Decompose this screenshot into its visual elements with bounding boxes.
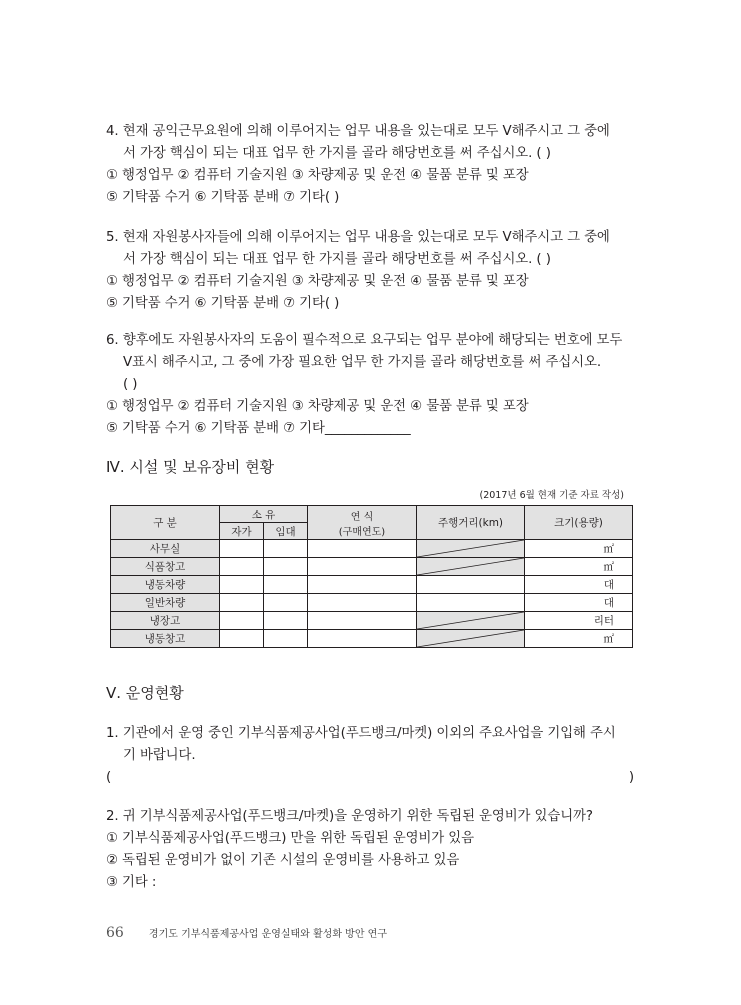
- header-own: 자가: [220, 523, 264, 540]
- cell-size-unit: ㎡: [525, 540, 633, 558]
- section-4-title: Ⅳ. 시설 및 보유장비 현황: [106, 458, 275, 476]
- row-label: 식품창고: [111, 558, 220, 576]
- cell-year: [308, 612, 417, 630]
- question-4-line-1: 4. 현재 공익근무요원에 의해 이루어지는 업무 내용을 있는대로 모두 V해주시고 그 중에: [106, 124, 610, 139]
- page-number: 66: [106, 925, 124, 941]
- s5-q2-line-1: 2. 귀 기부식품제공사업(푸드뱅크/마켓)을 운영하기 위한 독립된 운영비가 있습니까?: [106, 809, 593, 824]
- question-4-line-2: 서 가장 핵심이 되는 대표 업무 한 가지를 골라 해당번호를 써 주십시오. ( ): [123, 146, 551, 161]
- row-label: 일반차량: [111, 594, 220, 612]
- diagonal-slash: [417, 630, 524, 647]
- header-category: 구 분: [111, 506, 220, 540]
- s5-q2-option-1: ① 기부식품제공사업(푸드뱅크) 만을 위한 독립된 운영비가 있음: [106, 831, 474, 846]
- footer-title: 경기도 기부식품제공사업 운영실태와 활성화 방안 연구: [148, 929, 387, 940]
- cell-own: [220, 612, 264, 630]
- question-6-line-3: ( ): [123, 377, 138, 392]
- cell-lease: [264, 540, 308, 558]
- table-row: [111, 594, 633, 612]
- cell-own: [220, 594, 264, 612]
- table-caption: (2017년 6월 현재 기준 자료 작성): [479, 490, 624, 501]
- question-5: [106, 227, 636, 315]
- question-4: [106, 121, 636, 209]
- header-year-line-2: (구매연도): [338, 526, 386, 538]
- table-row: [111, 576, 633, 594]
- cell-size-unit: 대: [525, 576, 633, 594]
- cell-own: [220, 558, 264, 576]
- question-6-line-2: V표시 해주시고, 그 중에 가장 필요한 업무 한 가지를 골라 해당번호를 써 주십시오.: [123, 355, 601, 370]
- diagonal-slash: [417, 558, 524, 575]
- cell-size-unit: 대: [525, 594, 633, 612]
- cell-size-unit: ㎡: [525, 558, 633, 576]
- question-6-line-1: 6. 향후에도 자원봉사자의 도움이 필수적으로 요구되는 업무 분야에 해당되는 번호에 모두: [106, 333, 623, 348]
- question-5-options-1: ① 행정업무 ② 컴퓨터 기술지원 ③ 차량제공 및 운전 ④ 물품 분류 및 포장: [106, 274, 529, 289]
- cell-mileage-na: [417, 540, 525, 558]
- cell-mileage-na: [417, 612, 525, 630]
- cell-lease: [264, 576, 308, 594]
- diagonal-slash: [417, 540, 524, 557]
- row-label: 냉동창고: [111, 630, 220, 648]
- page-footer: [106, 922, 387, 941]
- cell-year: [308, 594, 417, 612]
- section-5-title: Ⅴ. 운영현황: [106, 684, 184, 702]
- question-4-options-2: ⑤ 기탁품 수거 ⑥ 기탁품 분배 ⑦ 기타( ): [106, 190, 340, 205]
- table-row: [111, 558, 633, 576]
- s5-q2-option-3: ③ 기타 :: [106, 875, 157, 890]
- table-row: [111, 612, 633, 630]
- header-year-line-1: 연 식: [350, 511, 374, 523]
- facility-table: [110, 505, 633, 648]
- header-ownership: 소 유: [220, 506, 308, 523]
- question-4-options-1: ① 행정업무 ② 컴퓨터 기술지원 ③ 차량제공 및 운전 ④ 물품 분류 및 포장: [106, 168, 529, 183]
- s5-q1-line-1: 1. 기관에서 운영 중인 기부식품제공사업(푸드뱅크/마켓) 이외의 주요사업을 기입해 주시: [106, 726, 616, 741]
- cell-lease: [264, 630, 308, 648]
- row-label: 사무실: [111, 540, 220, 558]
- cell-size-unit: ㎡: [525, 630, 633, 648]
- header-year: [308, 506, 417, 540]
- paren-close: ): [628, 770, 634, 785]
- s5-q1-line-2: 기 바랍니다.: [123, 748, 196, 763]
- question-6-options-2: ⑤ 기탁품 수거 ⑥ 기탁품 분배 ⑦ 기타_____________: [106, 421, 411, 436]
- row-label: 냉동차량: [111, 576, 220, 594]
- header-size: 크기(용량): [525, 506, 633, 540]
- table-row: [111, 630, 633, 648]
- question-5-line-1: 5. 현재 자원봉사자들에 의해 이루어지는 업무 내용을 있는대로 모두 V해주시고 그 중에: [106, 230, 610, 245]
- cell-year: [308, 630, 417, 648]
- cell-mileage: [417, 594, 525, 612]
- cell-own: [220, 630, 264, 648]
- cell-lease: [264, 594, 308, 612]
- row-label: 냉장고: [111, 612, 220, 630]
- cell-mileage-na: [417, 558, 525, 576]
- s5-q2-option-2: ② 독립된 운영비가 없이 기존 시설의 운영비를 사용하고 있음: [106, 853, 460, 868]
- cell-own: [220, 540, 264, 558]
- s5-q1-answer-blank: [106, 767, 634, 789]
- header-lease: 임대: [264, 523, 308, 540]
- cell-lease: [264, 558, 308, 576]
- cell-size-unit: 리터: [525, 612, 633, 630]
- cell-own: [220, 576, 264, 594]
- question-5-options-2: ⑤ 기탁품 수거 ⑥ 기탁품 분배 ⑦ 기타( ): [106, 296, 340, 311]
- diagonal-slash: [417, 612, 524, 629]
- section-5-question-2: [106, 806, 636, 894]
- cell-year: [308, 558, 417, 576]
- question-6-options-1: ① 행정업무 ② 컴퓨터 기술지원 ③ 차량제공 및 운전 ④ 물품 분류 및 포장: [106, 399, 529, 414]
- section-5-question-1: [106, 723, 636, 789]
- cell-year: [308, 576, 417, 594]
- paren-open: (: [106, 770, 112, 785]
- cell-lease: [264, 612, 308, 630]
- question-5-line-2: 서 가장 핵심이 되는 대표 업무 한 가지를 골라 해당번호를 써 주십시오. ( ): [123, 252, 551, 267]
- header-mileage: 주행거리(km): [417, 506, 525, 540]
- table-row: [111, 540, 633, 558]
- cell-mileage: [417, 576, 525, 594]
- cell-mileage-na: [417, 630, 525, 648]
- cell-year: [308, 540, 417, 558]
- question-6: [106, 330, 636, 440]
